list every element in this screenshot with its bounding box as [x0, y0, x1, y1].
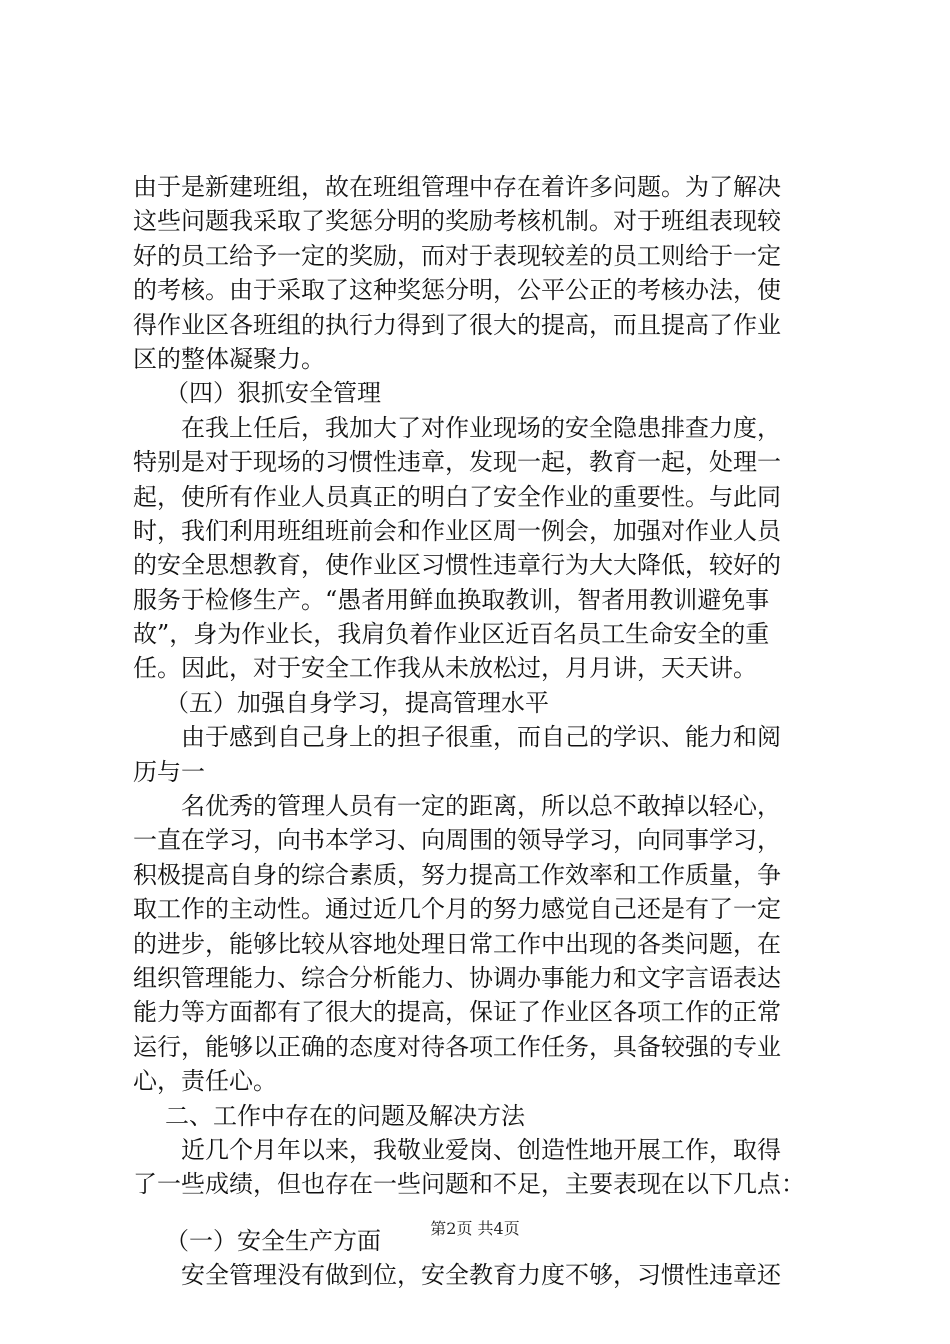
paragraph-line: 了一些成绩，但也存在一些问题和不足，主要表现在以下几点： — [133, 1170, 805, 1199]
paragraph-line: 的考核。由于采取了这种奖惩分明，公平公正的考核办法，使 — [133, 276, 781, 305]
paragraph-line: 一直在学习，向书本学习、向周围的领导学习，向同事学习， — [133, 826, 781, 855]
paragraph-line: 在我上任后，我加大了对作业现场的安全隐患排查力度， — [181, 413, 781, 442]
paragraph-line: 能力等方面都有了很大的提高，保证了作业区各项工作的正常 — [133, 998, 781, 1027]
paragraph-line: 时，我们利用班组班前会和作业区周一例会，加强对作业人员 — [133, 516, 781, 545]
paragraph-line: 好的员工给予一定的奖励，而对于表现较差的员工则给于一定 — [133, 241, 781, 270]
paragraph-line: 得作业区各班组的执行力得到了很大的提高，而且提高了作业 — [133, 310, 781, 339]
page-footer: 第2页 共4页 — [430, 1219, 520, 1238]
paragraph-line: 由于感到自己身上的担子很重，而自己的学识、能力和阅 — [181, 723, 781, 752]
paragraph-line: 服务于检修生产。“愚者用鲜血换取教训，智者用教训避免事 — [133, 585, 770, 614]
paragraph-line: 故”，身为作业长，我肩负着作业区近百名员工生命安全的重 — [133, 620, 770, 649]
section-heading-2: 二、工作中存在的问题及解决方法 — [165, 1101, 525, 1130]
subsection-heading-1: （一）安全生产方面 — [165, 1226, 381, 1255]
section-heading-4: （四）狠抓安全管理 — [165, 379, 381, 408]
paragraph-line: 名优秀的管理人员有一定的距离，所以总不敢掉以轻心， — [181, 792, 781, 821]
paragraph-line: 历与一 — [133, 757, 205, 786]
paragraph-line: 心，责任心。 — [133, 1067, 277, 1096]
paragraph-line: 的安全思想教育，使作业区习惯性违章行为大大降低，较好的 — [133, 551, 781, 580]
paragraph-line: 这些问题我采取了奖惩分明的奖励考核机制。对于班组表现较 — [133, 207, 781, 236]
paragraph-line: 运行，能够以正确的态度对待各项工作任务，具备较强的专业 — [133, 1032, 781, 1061]
paragraph-line: 近几个月年以来，我敬业爱岗、创造性地开展工作，取得 — [181, 1135, 781, 1164]
paragraph-line: 区的整体凝聚力。 — [133, 344, 325, 373]
paragraph-line: 由于是新建班组，故在班组管理中存在着许多问题。为了解决 — [133, 173, 781, 201]
section-heading-5: （五）加强自身学习，提高管理水平 — [165, 688, 549, 717]
paragraph-line: 起，使所有作业人员真正的明白了安全作业的重要性。与此同 — [133, 482, 781, 511]
paragraph-line: 取工作的主动性。通过近几个月的努力感觉自己还是有了一定 — [133, 895, 781, 924]
paragraph-line: 安全管理没有做到位，安全教育力度不够，习惯性违章还 — [181, 1261, 781, 1290]
paragraph-line: 的进步，能够比较从容地处理日常工作中出现的各类问题，在 — [133, 929, 781, 958]
paragraph-line: 积极提高自身的综合素质，努力提高工作效率和工作质量，争 — [133, 860, 781, 889]
paragraph-line: 任。因此，对于安全工作我从未放松过，月月讲，天天讲。 — [133, 654, 757, 683]
paragraph-line: 组织管理能力、综合分析能力、协调办事能力和文字言语表达 — [133, 963, 781, 992]
paragraph-line: 特别是对于现场的习惯性违章，发现一起，教育一起，处理一 — [133, 448, 781, 477]
document-body — [133, 170, 833, 1293]
